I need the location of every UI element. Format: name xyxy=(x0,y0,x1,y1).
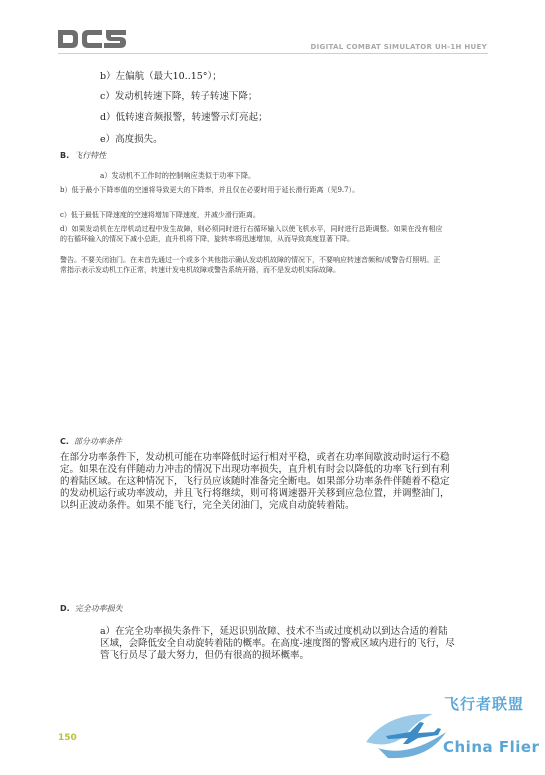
paragraph: d）如果发动机在左岸机动过程中发生故障，则必须同时进行右循环输入以使飞机水平，同时进行总距调整。如果在没有相应的右循环输入的情况下减小总距，直升机将下降，旋转率将迅速增加，从而导致高度显著下降。 xyxy=(60,225,443,243)
list-item: e）高度损失。 xyxy=(100,134,163,145)
header-divider xyxy=(58,53,488,54)
list-item: b）左偏航（最大10..15°）； xyxy=(100,71,222,82)
section-letter: C. xyxy=(60,437,69,446)
warning-paragraph: 警告。不要关闭油门。在未首先通过一个或多个其他指示确认发动机故障的情况下，不要响应转速音频和/或警告灯照明。正常指示表示发动机工作正常，转速计发电机故障或警告系统开路，而不是发动机实际故障。 xyxy=(60,256,441,274)
watermark-text-en: China Flier xyxy=(443,738,540,756)
section-title: 完全功率损失 xyxy=(74,604,123,613)
section-title: 飞行特性 xyxy=(74,151,107,160)
section-heading-b xyxy=(60,150,106,161)
section-title: 部分功率条件 xyxy=(73,437,122,446)
paragraph: c）低于最低下降速度的空速将增加下降速度，并减少滑行距离。 xyxy=(60,211,260,219)
list-item: c）发动机转速下降，转子转速下降； xyxy=(100,91,258,102)
section-letter: B. xyxy=(60,151,70,160)
watermark-text-cn: 飞行者联盟 xyxy=(444,695,525,713)
dcs-logo xyxy=(58,28,126,50)
paragraph: a）在完全功率损失条件下，延迟识别故障、技术不当或过度机动以到达合适的着陆区域，会降低安全自动旋转着陆的概率。在高度-速度图的警戒区域内进行的飞行，尽管飞行员尽了最大努力，但仍有很高的损坏概率。 xyxy=(100,626,455,661)
paragraph: 在部分功率条件下，发动机可能在功率降低时运行相对平稳，或者在功率间歇波动时运行不稳定。如果在没有伴随动力冲击的情况下出现功率损失，直升机有时会以降低的功率飞行到有利的着陆区域。在这种情况下，飞行员应该随时准备完全断电。如果部分功率条件伴随着不稳定的发动机运行或功率波动，并且飞行将继续，则可将调速器开关移到应急位置，并调整油门，以纠正波动条件。如果不能飞行，完全关闭油门，完成自动旋转着陆。 xyxy=(60,452,450,511)
list-item: a）发动机不工作时的控制响应类似于功率下降。 xyxy=(100,171,256,180)
document-title: DIGITAL COMBAT SIMULATOR UH-1H HUEY xyxy=(310,43,487,51)
section-heading-d xyxy=(60,603,123,614)
page-number: 150 xyxy=(58,733,77,743)
list-item: d）低转速音频报警，转速警示灯亮起； xyxy=(100,112,268,123)
paragraph: b）低于最小下降率值的空速将导致更大的下降率，并且仅在必要时用于延长滑行距离（见9.7）。 xyxy=(60,186,360,194)
section-heading-c xyxy=(60,436,122,447)
section-letter: D. xyxy=(60,604,70,613)
